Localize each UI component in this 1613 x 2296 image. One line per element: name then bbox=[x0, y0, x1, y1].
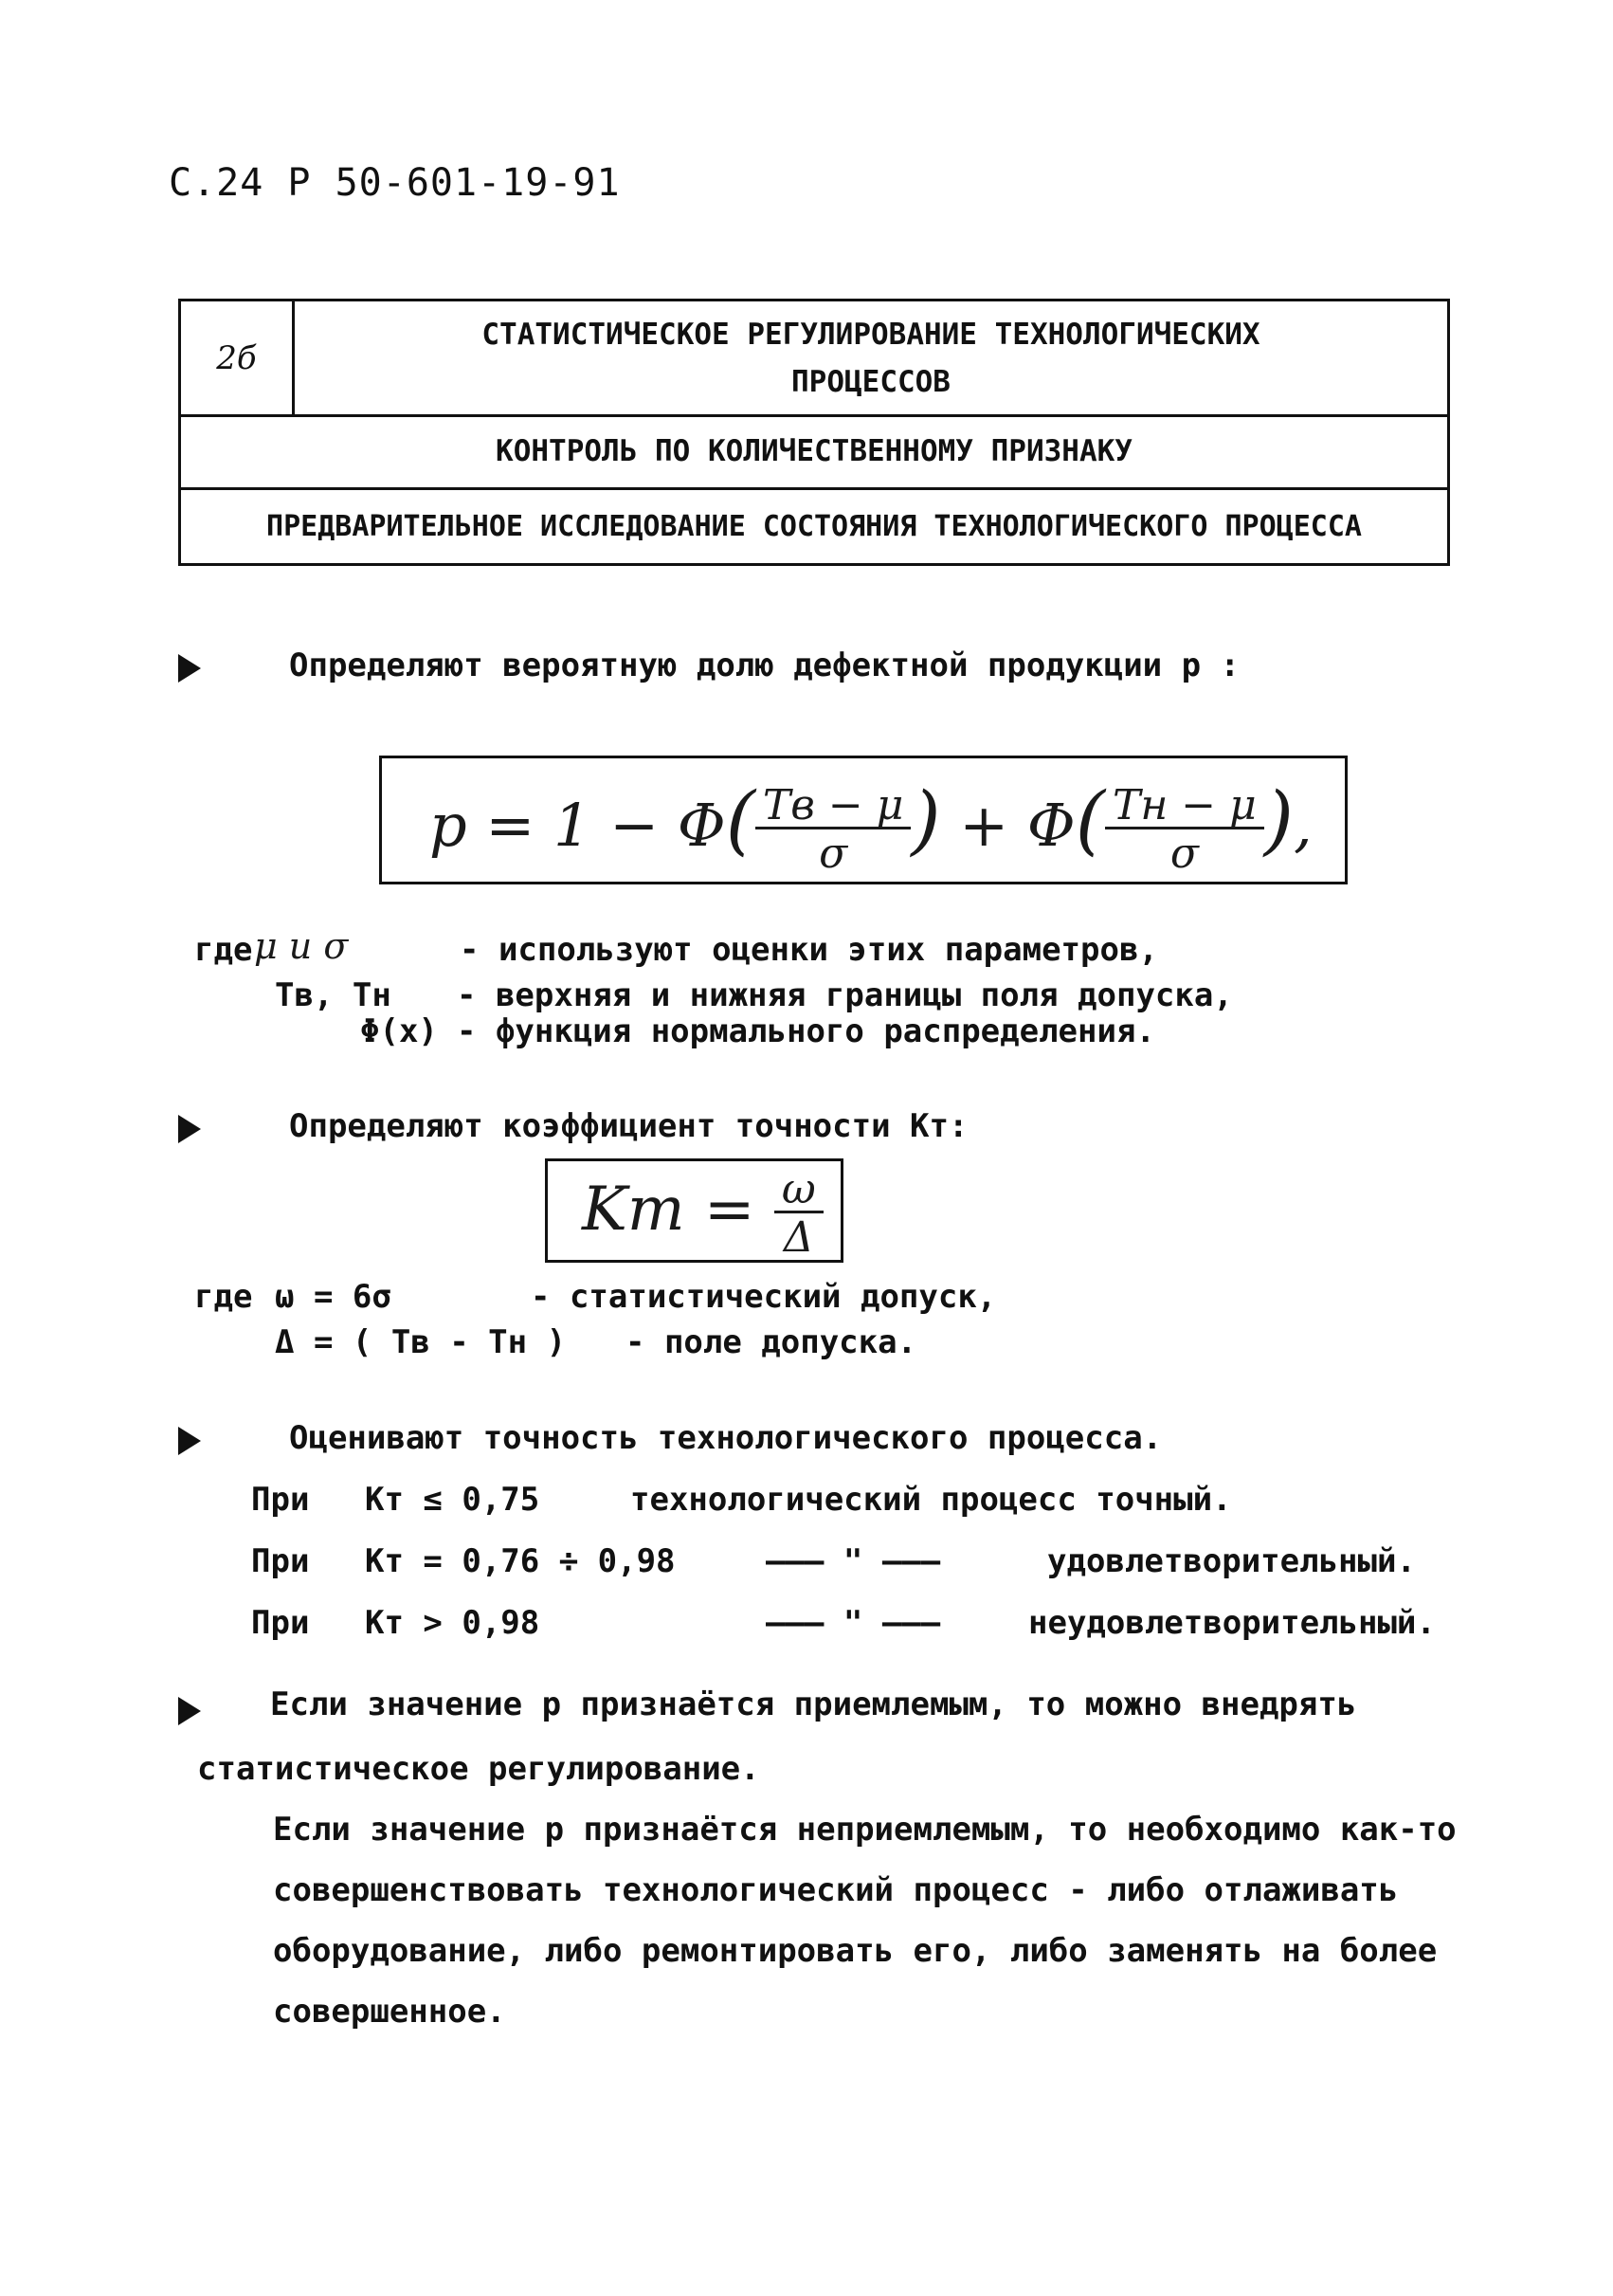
criterion-row-3-ditto: ——— " ——— bbox=[766, 1604, 941, 1642]
where-label-1: где bbox=[194, 931, 253, 969]
frac2-numerator: Tн − μ bbox=[1105, 785, 1264, 829]
step2-text: Определяют коэффициент точности Kт: bbox=[289, 1107, 969, 1145]
bullet-arrow-icon bbox=[178, 1427, 201, 1455]
criterion-row-2-pri: При bbox=[251, 1542, 310, 1580]
formula-plus: + Φ bbox=[959, 791, 1076, 860]
header-row-title bbox=[181, 301, 1447, 417]
section-subsubtitle: ПРЕДВАРИТЕЛЬНОЕ ИССЛЕДОВАНИЕ СОСТОЯНИЯ ТЕХНОЛОГИЧЕСКОГО ПРОЦЕССА bbox=[266, 510, 1362, 543]
section-subtitle: КОНТРОЛЬ ПО КОЛИЧЕСТВЕННОМУ ПРИЗНАКУ bbox=[181, 414, 1447, 490]
criterion-row-2-ditto: ——— " ——— bbox=[766, 1542, 941, 1580]
where2-2-text: - поле допуска. bbox=[625, 1323, 917, 1361]
section-title bbox=[295, 301, 1447, 414]
page-header-code: С.24 Р 50-601-19-91 bbox=[169, 161, 621, 205]
step4-paragraph2-line4: совершенное. bbox=[273, 1993, 506, 2031]
where1-text: - используют оценки этих параметров, bbox=[460, 931, 1158, 969]
bullet-arrow-icon bbox=[178, 654, 201, 683]
bullet-arrow-icon bbox=[178, 1115, 201, 1143]
step4-line2: статистическое регулирование. bbox=[197, 1750, 760, 1788]
criterion-row-2-cond: Kт = 0,76 ÷ 0,98 bbox=[365, 1542, 676, 1580]
probability-formula: p = 1 − Φ( $\frac{Tв - \mu}{\sigma}$ ) + Φ( $\frac{Tн - \mu}{\sigma}$ ), bbox=[429, 775, 1313, 879]
criterion-row-1-pri: При bbox=[251, 1481, 310, 1519]
section-title-line2: ПРОЦЕССОВ bbox=[791, 364, 951, 399]
where2-text: - верхняя и нижняя границы поля допуска, bbox=[457, 976, 1233, 1014]
where3-symbols: Φ(x) bbox=[360, 1012, 438, 1050]
accuracy-frac bbox=[774, 1165, 824, 1262]
criterion-row-2-result: удовлетворительный. bbox=[1047, 1542, 1416, 1580]
formula-lhs: p = 1 − Φ bbox=[429, 791, 726, 860]
where-label-2: где bbox=[194, 1278, 253, 1316]
frac1-numerator: Tв − μ bbox=[755, 785, 911, 829]
where2-1-formula: ω = 6σ bbox=[275, 1278, 391, 1316]
step4-paragraph2-line2: совершенствовать технологический процесс - либо отлаживать bbox=[273, 1871, 1399, 1909]
section-number: 2б bbox=[181, 301, 295, 414]
header-table bbox=[178, 299, 1450, 566]
criterion-row-3-result: неудовлетворительный. bbox=[1028, 1604, 1436, 1642]
where3-text: - функция нормального распределения. bbox=[457, 1012, 1155, 1050]
probability-formula-box bbox=[379, 756, 1348, 884]
step4-paragraph2-line3: оборудование, либо ремонтировать его, либо заменять на более bbox=[273, 1932, 1438, 1970]
criterion-row-3-pri: При bbox=[251, 1604, 310, 1642]
accuracy-formula bbox=[582, 1165, 824, 1262]
criterion-row-1-result: технологический процесс точный. bbox=[630, 1481, 1232, 1519]
accuracy-formula-box bbox=[545, 1158, 843, 1263]
where1-symbols: μ и σ bbox=[254, 925, 349, 967]
bullet-arrow-icon bbox=[178, 1697, 201, 1725]
criterion-row-1-cond: Kт ≤ 0,75 bbox=[365, 1481, 540, 1519]
accuracy-numerator: ω bbox=[774, 1169, 824, 1213]
where2-1-text: - статистический допуск, bbox=[531, 1278, 997, 1316]
formula-frac1 bbox=[755, 781, 911, 879]
frac1-denominator: σ bbox=[819, 829, 848, 879]
where2-2-formula: Δ = ( Tв - Tн ) bbox=[275, 1323, 567, 1361]
where2-symbols: Tв, Tн bbox=[275, 976, 391, 1014]
criterion-row-3-cond: Kт > 0,98 bbox=[365, 1604, 540, 1642]
accuracy-denominator: Δ bbox=[783, 1213, 814, 1262]
accuracy-formula-lhs: Kт = bbox=[582, 1175, 755, 1245]
formula-tail: , bbox=[1293, 791, 1313, 860]
step3-text: Оценивают точность технологического процесса. bbox=[289, 1419, 1163, 1457]
step1-text: Определяют вероятную долю дефектной продукции p : bbox=[289, 647, 1241, 684]
step4-paragraph2-line1: Если значение p признаётся неприемлемым, то необходимо как-то bbox=[273, 1811, 1457, 1849]
frac2-denominator: σ bbox=[1169, 829, 1199, 879]
section-title-line1: СТАТИСТИЧЕСКОЕ РЕГУЛИРОВАНИЕ ТЕХНОЛОГИЧЕСКИХ bbox=[481, 317, 1260, 352]
formula-frac2 bbox=[1105, 781, 1264, 879]
step4-line1: Если значение p признаётся приемлемым, то можно внедрять bbox=[270, 1686, 1357, 1723]
